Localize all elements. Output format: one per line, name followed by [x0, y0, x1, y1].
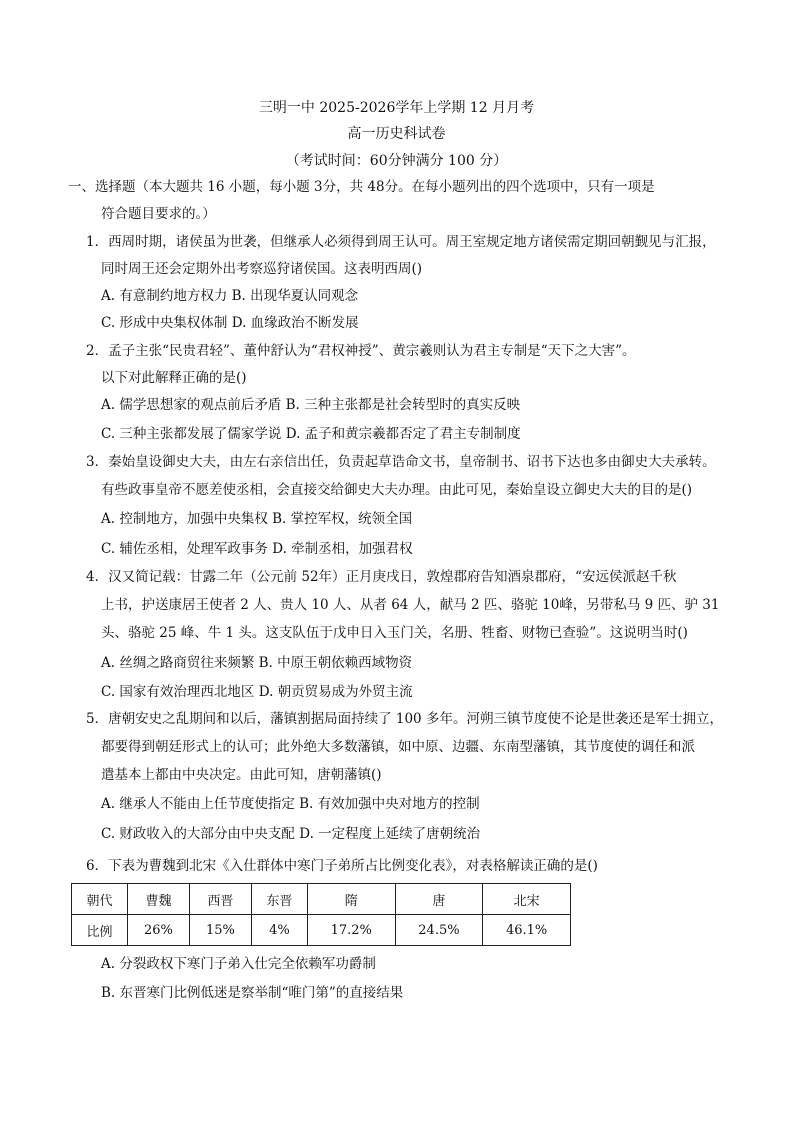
table-cell: 26%: [127, 915, 189, 946]
question-6-text: 6．下表为曹魏到北宋《入仕群体中寒门子弟所占比例变化表》，对表格解读正确的是(): [86, 858, 598, 874]
question-5-option: A. 继承人不能由上任节度使指定 B. 有效加强中央对地方的控制: [101, 796, 480, 812]
table-header-cell: 朝代: [72, 884, 128, 915]
table-cell: 46.1%: [483, 915, 571, 946]
exam-info: （考试时间：60分钟满分 100 分）: [285, 153, 508, 169]
question-3-text: 有些政事皇帝不愿差使丞相，会直接交给御史大夫办理。由此可见，秦始皇设立御史大夫的目的是(): [101, 482, 693, 498]
question-2-option: A. 儒学思想家的观点前后矛盾 B. 三种主张都是社会转型时的真实反映: [101, 397, 521, 413]
table-cell: 比例: [72, 915, 128, 946]
table-cell: 24.5%: [395, 915, 483, 946]
table-cell: 15%: [189, 915, 251, 946]
table-header-cell: 西晋: [189, 884, 251, 915]
table-header-cell: 唐: [395, 884, 483, 915]
question-1-text: 同时周王还会定期外出考察巡狩诸侯国。这表明西周(): [101, 261, 423, 277]
table-header-cell: 北宋: [483, 884, 571, 915]
question-1-option: C. 形成中央集权体制 D. 血缘政治不断发展: [101, 315, 359, 331]
question-4-option: A. 丝绸之路商贸往来频繁 B. 中原王朝依赖西域物资: [101, 655, 413, 671]
question-5-text: 遣基本上都由中央决定。由此可知，唐朝藩镇(): [101, 767, 382, 783]
question-4-option: C. 国家有效治理西北地区 D. 朝贡贸易成为外贸主流: [101, 684, 413, 700]
question-5-option: C. 财政收入的大部分由中央支配 D. 一定程度上延续了唐朝统治: [101, 826, 481, 842]
question-3-option: C. 辅佐丞相，处理军政事务 D. 牵制丞相，加强君权: [101, 541, 413, 557]
question-3-text: 3．秦始皇设御史大夫，由左右亲信出任，负责起草诰命文书，皇帝制书、诏书下达也多由御史大夫承转。: [86, 454, 716, 470]
question-4-text: 上书，护送康居王使者 2 人、贵人 10 人、从者 64 人，献马 2 匹、骆驼 10峰，另带私马 9 匹、驴 31: [101, 597, 720, 613]
ratio-table: [71, 883, 571, 946]
table-header-row: [72, 884, 571, 915]
section-heading: 一、选择题（本大题共 16 小题，每小题 3分，共 48分。在每小题列出的四个选项中，只有一项是: [68, 179, 655, 195]
question-2-text: 以下对此解释正确的是(): [101, 370, 247, 386]
exam-subtitle: 高一历史科试卷: [347, 126, 446, 142]
question-3-option: A. 控制地方，加强中央集权 B. 掌控军权，统领全国: [101, 511, 413, 527]
question-6-option: B. 东晋寒门比例低迷是察举制“唯门第”的直接结果: [101, 985, 404, 1001]
question-1-text: 1．西周时期，诸侯虽为世袭，但继承人必须得到周王认可。周王室规定地方诸侯需定期回朝觐见与汇报，: [86, 234, 716, 250]
question-5-text: 都要得到朝廷形式上的认可；此外绝大多数藩镇，如中原、边疆、东南型藩镇，其节度使的调任和派: [101, 739, 695, 755]
question-2-option: C. 三种主张都发展了儒家学说 D. 孟子和黄宗羲都否定了君主专制制度: [101, 426, 521, 442]
table-header-cell: 东晋: [251, 884, 307, 915]
section-heading-continued: 符合题目要求的。）: [101, 206, 216, 222]
question-1-option: A. 有意制约地方权力 B. 出现华夏认同观念: [101, 288, 359, 304]
table-cell: 4%: [251, 915, 307, 946]
exam-title: 三明一中 2025-2026学年上学期 12 月月考: [258, 100, 535, 116]
table-header-cell: 曹魏: [127, 884, 189, 915]
table-header-cell: 隋: [307, 884, 395, 915]
question-2-text: 2．孟子主张“民贵君轻”、董仲舒认为“君权神授”、黄宗羲则认为君主专制是“天下之大害”。: [86, 343, 636, 359]
question-4-text: 头、骆驼 25 峰、牛 1 头。这支队伍于戊申日入玉门关，名册、牲畜、财物已查验”。这说明当时(): [101, 625, 688, 641]
question-4-text: 4．汉又简记载：甘露二年（公元前 52年）正月庚戌日，敦煌郡府告知酒泉郡府，“安远侯派赵千秋: [86, 569, 677, 585]
question-6-option: A. 分裂政权下寒门子弟入仕完全依赖军功爵制: [101, 956, 376, 972]
question-5-text: 5．唐朝安史之乱期间和以后，藩镇割据局面持续了 100 多年。河朔三镇节度使不论是世袭还是军士拥立，: [86, 711, 723, 727]
table-row: [72, 915, 571, 946]
table-cell: 17.2%: [307, 915, 395, 946]
